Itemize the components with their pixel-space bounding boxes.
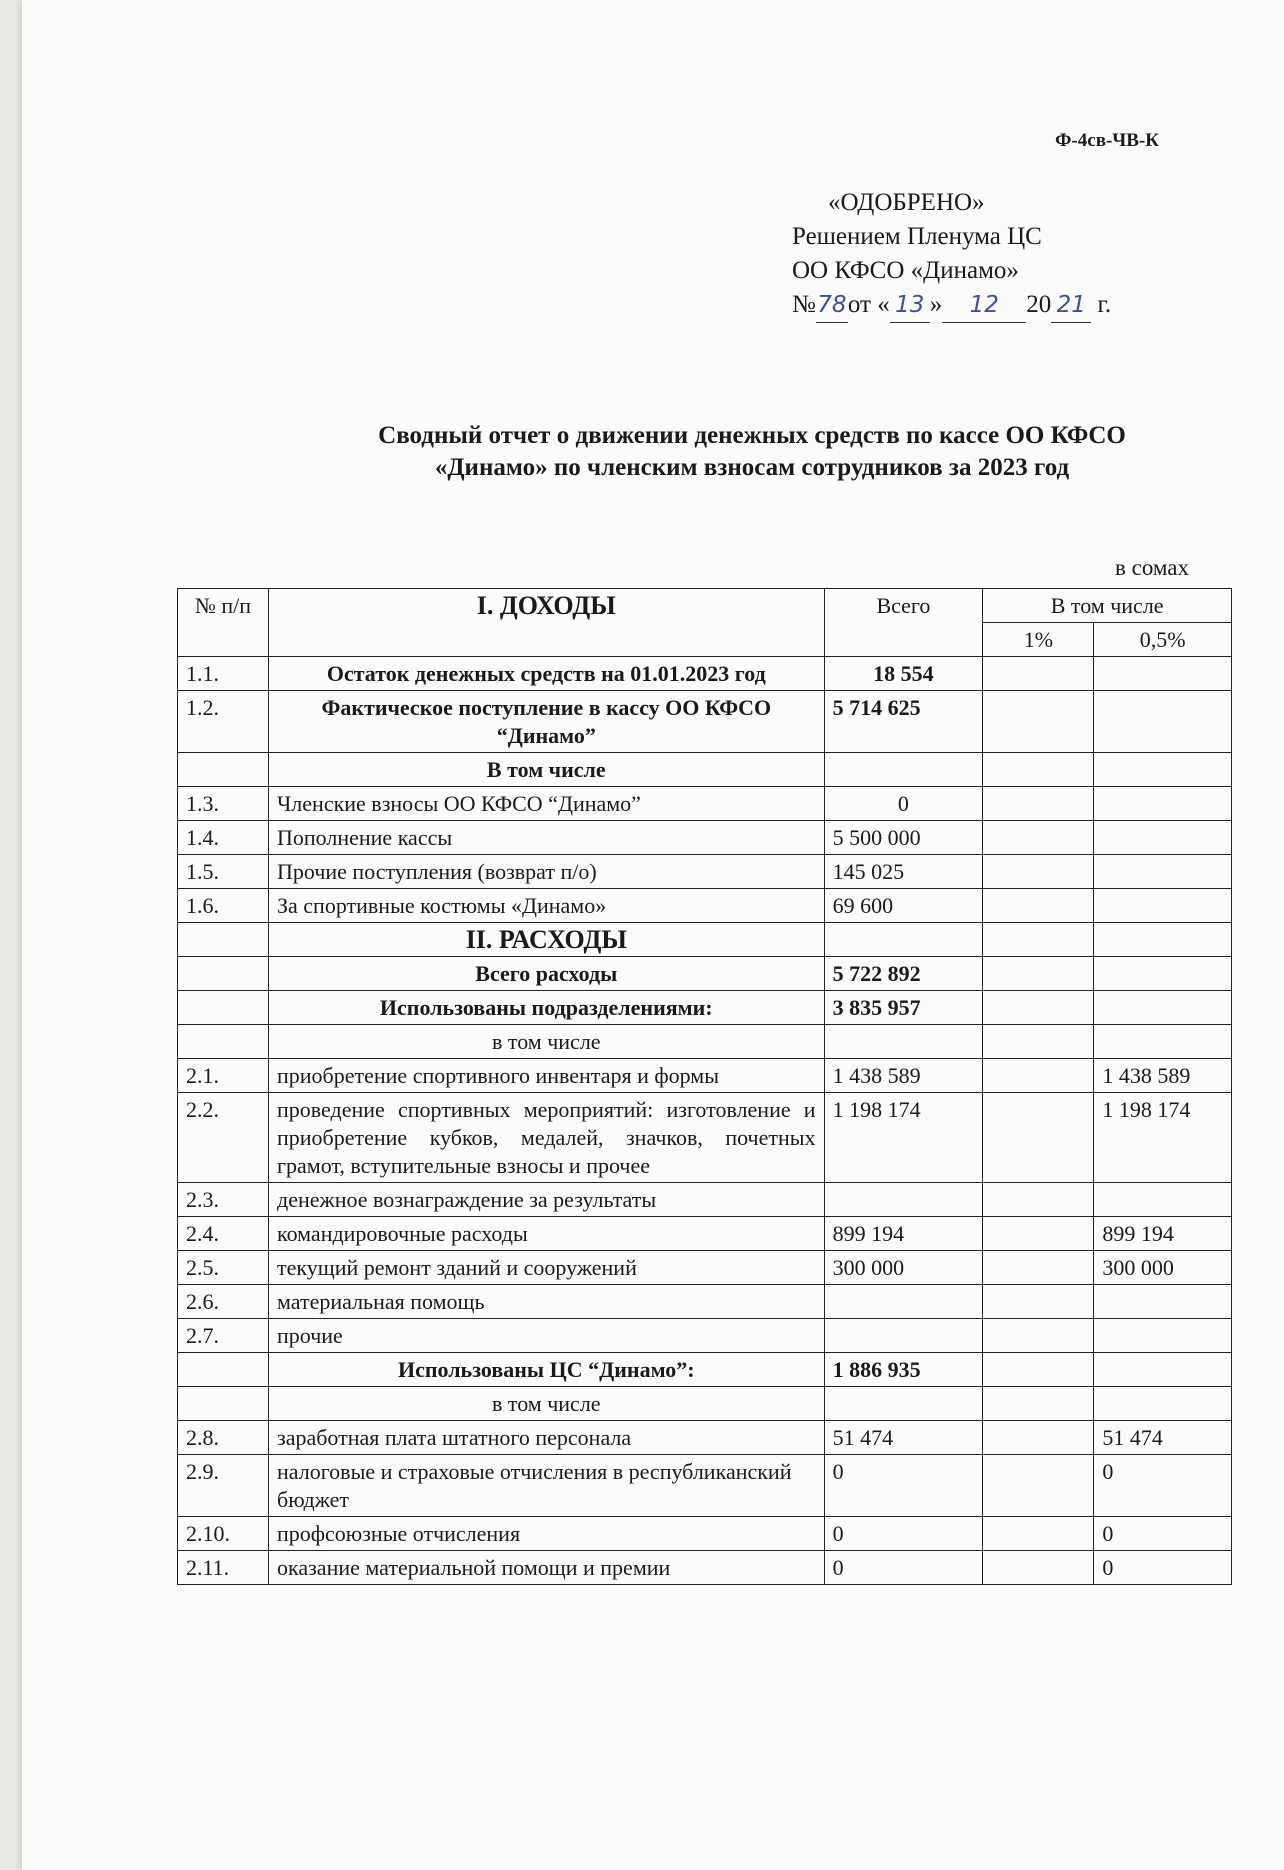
- cell-total: [824, 1387, 983, 1421]
- cell-pct1: [983, 1183, 1094, 1217]
- cell-total: 1 438 589: [824, 1059, 983, 1093]
- cell-pct1: [983, 1455, 1094, 1517]
- table-row: [178, 1551, 1232, 1585]
- table-row: [178, 1517, 1232, 1551]
- cell-num: [178, 1387, 269, 1421]
- cell-name: материальная помощь: [269, 1285, 825, 1319]
- form-code: Ф-4св-ЧВ-К: [1055, 130, 1159, 151]
- table-row: [178, 991, 1232, 1025]
- cell-name: в том числе: [269, 1025, 825, 1059]
- cell-num: [178, 1353, 269, 1387]
- cell-pct2: [1094, 753, 1232, 787]
- cell-total: 0: [824, 787, 983, 821]
- cell-pct2: [1094, 1319, 1232, 1353]
- report-table: [177, 588, 1232, 1585]
- cell-name: прочие: [269, 1319, 825, 1353]
- year-mark: г.: [1097, 291, 1112, 318]
- cell-pct1: [983, 787, 1094, 821]
- cell-pct2: [1094, 821, 1232, 855]
- cell-pct2: [1094, 691, 1232, 753]
- table-row: [178, 1217, 1232, 1251]
- cell-pct2: [1094, 991, 1232, 1025]
- cell-name: профсоюзные отчисления: [269, 1517, 825, 1551]
- cell-name: В том числе: [269, 753, 825, 787]
- table-row: [178, 1421, 1232, 1455]
- cell-num: [178, 991, 269, 1025]
- cell-name: Всего расходы: [269, 957, 825, 991]
- cell-pct2: [1094, 657, 1232, 691]
- approval-stamp: [792, 186, 1111, 323]
- header-including: В том числе: [983, 589, 1232, 623]
- cell-name: заработная плата штатного персонала: [269, 1421, 825, 1455]
- cell-num: 1.4.: [178, 821, 269, 855]
- cell-num: 1.1.: [178, 657, 269, 691]
- cell-pct1: [983, 855, 1094, 889]
- approval-status: «ОДОБРЕНО»: [828, 189, 985, 216]
- table-row: [178, 855, 1232, 889]
- table-row: [178, 657, 1232, 691]
- table-row: [178, 787, 1232, 821]
- cell-pct1: [983, 691, 1094, 753]
- cell-name: Фактическое поступление в кассу ОО КФСО “Динамо”: [269, 691, 825, 753]
- cell-pct1: [983, 1217, 1094, 1251]
- cell-pct2: [1094, 889, 1232, 923]
- cell-num: 2.3.: [178, 1183, 269, 1217]
- cell-pct1: [983, 1285, 1094, 1319]
- table-row: [178, 1319, 1232, 1353]
- header-pct2: 0,5%: [1094, 623, 1232, 657]
- table-row: [178, 691, 1232, 753]
- cell-pct2: [1094, 1353, 1232, 1387]
- cell-pct1: [983, 1093, 1094, 1183]
- cell-num: 1.2.: [178, 691, 269, 753]
- table-row: [178, 821, 1232, 855]
- cell-pct2: 51 474: [1094, 1421, 1232, 1455]
- cell-total: 51 474: [824, 1421, 983, 1455]
- cell-name: в том числе: [269, 1387, 825, 1421]
- cell-num: 1.5.: [178, 855, 269, 889]
- cell-name: Членские взносы ОО КФСО “Динамо”: [269, 787, 825, 821]
- cell-total: [824, 1183, 983, 1217]
- number-prefix: №: [792, 291, 816, 318]
- table-row: [178, 1025, 1232, 1059]
- cell-pct1: [983, 753, 1094, 787]
- cell-total: [824, 753, 983, 787]
- cell-name: денежное вознаграждение за результаты: [269, 1183, 825, 1217]
- cell-num: [178, 753, 269, 787]
- cell-total: [824, 1319, 983, 1353]
- approval-number-line: [792, 288, 1111, 323]
- cell-num: 1.3.: [178, 787, 269, 821]
- cell-total: 1 198 174: [824, 1093, 983, 1183]
- cell-num: [178, 923, 269, 957]
- cell-total: 69 600: [824, 889, 983, 923]
- cell-total: 5 714 625: [824, 691, 983, 753]
- cell-pct1: [983, 1517, 1094, 1551]
- cell-num: 2.1.: [178, 1059, 269, 1093]
- table-row: [178, 1353, 1232, 1387]
- cell-num: 2.5.: [178, 1251, 269, 1285]
- approval-line-1: Решением Пленума ЦС: [792, 223, 1042, 250]
- cell-total: [824, 1285, 983, 1319]
- handwritten-month: 12: [942, 288, 1026, 323]
- approval-line-2: ОО КФСО «Динамо»: [792, 257, 1019, 284]
- report-title: [312, 420, 1192, 484]
- cell-name: Использованы ЦС “Динамо”:: [269, 1353, 825, 1387]
- cell-pct2: 0: [1094, 1517, 1232, 1551]
- cell-total: 5 500 000: [824, 821, 983, 855]
- cell-total: 145 025: [824, 855, 983, 889]
- cell-total: 899 194: [824, 1217, 983, 1251]
- document-page: [22, 0, 1284, 1870]
- cell-total: 0: [824, 1455, 983, 1517]
- cell-total: 0: [824, 1551, 983, 1585]
- cell-pct2: [1094, 1183, 1232, 1217]
- cell-name: приобретение спортивного инвентаря и формы: [269, 1059, 825, 1093]
- cell-pct2: [1094, 787, 1232, 821]
- currency-unit: в сомах: [1115, 555, 1189, 580]
- handwritten-year: 21: [1051, 288, 1091, 323]
- cell-name: За спортивные костюмы «Динамо»: [269, 889, 825, 923]
- title-line-1: Сводный отчет о движении денежных средств по кассе ОО КФСО: [378, 422, 1126, 449]
- cell-pct1: [983, 1319, 1094, 1353]
- cell-num: 2.8.: [178, 1421, 269, 1455]
- table-row: [178, 1183, 1232, 1217]
- table-row: [178, 923, 1232, 957]
- cell-pct1: [983, 957, 1094, 991]
- cell-name: II. РАСХОДЫ: [269, 923, 825, 957]
- cell-num: 2.10.: [178, 1517, 269, 1551]
- cell-pct1: [983, 1353, 1094, 1387]
- cell-pct2: [1094, 923, 1232, 957]
- cell-total: [824, 923, 983, 957]
- table-row: [178, 1387, 1232, 1421]
- cell-name: налоговые и страховые отчисления в республиканский бюджет: [269, 1455, 825, 1517]
- cell-pct2: [1094, 855, 1232, 889]
- header-income-section: I. ДОХОДЫ: [269, 589, 825, 657]
- cell-name: Пополнение кассы: [269, 821, 825, 855]
- cell-name: Использованы подразделениями:: [269, 991, 825, 1025]
- cell-pct1: [983, 1251, 1094, 1285]
- cell-name: оказание материальной помощи и премии: [269, 1551, 825, 1585]
- cell-total: 0: [824, 1517, 983, 1551]
- cell-pct2: [1094, 957, 1232, 991]
- cell-pct2: 1 198 174: [1094, 1093, 1232, 1183]
- handwritten-number: 78: [816, 288, 848, 323]
- cell-pct1: [983, 657, 1094, 691]
- cell-pct2: 300 000: [1094, 1251, 1232, 1285]
- cell-name: проведение спортивных мероприятий: изготовление и приобретение кубков, медалей, значков, почетных грамот, вступительные взносы и прочее: [269, 1093, 825, 1183]
- cell-num: 2.7.: [178, 1319, 269, 1353]
- header-num: № п/п: [178, 589, 269, 657]
- header-total: Всего: [824, 589, 983, 657]
- cell-total: [824, 1025, 983, 1059]
- table-row: [178, 1455, 1232, 1517]
- cell-pct2: 0: [1094, 1551, 1232, 1585]
- cell-pct2: [1094, 1285, 1232, 1319]
- cell-num: 2.6.: [178, 1285, 269, 1319]
- table-row: [178, 1251, 1232, 1285]
- table-row: [178, 957, 1232, 991]
- cell-total: 300 000: [824, 1251, 983, 1285]
- from-word: от «: [847, 291, 890, 318]
- cell-name: Остаток денежных средств на 01.01.2023 год: [269, 657, 825, 691]
- cell-pct2: [1094, 1025, 1232, 1059]
- cell-num: 2.4.: [178, 1217, 269, 1251]
- cell-num: 2.2.: [178, 1093, 269, 1183]
- cell-total: 5 722 892: [824, 957, 983, 991]
- cell-pct2: 1 438 589: [1094, 1059, 1232, 1093]
- table-row: [178, 1093, 1232, 1183]
- table-row: [178, 1285, 1232, 1319]
- cell-pct1: [983, 1551, 1094, 1585]
- cell-pct1: [983, 991, 1094, 1025]
- cell-pct2: 899 194: [1094, 1217, 1232, 1251]
- table-header-row: [178, 589, 1232, 623]
- day-close: »: [929, 291, 943, 318]
- title-line-2: «Динамо» по членским взносам сотрудников за 2023 год: [434, 454, 1070, 481]
- table-row: [178, 753, 1232, 787]
- table-row: [178, 1059, 1232, 1093]
- cell-pct1: [983, 1421, 1094, 1455]
- cell-pct1: [983, 1059, 1094, 1093]
- table-row: [178, 889, 1232, 923]
- cell-pct1: [983, 1387, 1094, 1421]
- cell-pct1: [983, 1025, 1094, 1059]
- cell-pct2: 0: [1094, 1455, 1232, 1517]
- header-pct1: 1%: [983, 623, 1094, 657]
- cell-name: Прочие поступления (возврат п/о): [269, 855, 825, 889]
- year-prefix: 20: [1026, 291, 1052, 318]
- cell-pct1: [983, 889, 1094, 923]
- cell-num: 2.11.: [178, 1551, 269, 1585]
- cell-num: [178, 1025, 269, 1059]
- cell-total: 3 835 957: [824, 991, 983, 1025]
- cell-num: 1.6.: [178, 889, 269, 923]
- cell-name: текущий ремонт зданий и сооружений: [269, 1251, 825, 1285]
- cell-total: 1 886 935: [824, 1353, 983, 1387]
- cell-num: [178, 957, 269, 991]
- cell-pct2: [1094, 1387, 1232, 1421]
- cell-pct1: [983, 923, 1094, 957]
- cell-num: 2.9.: [178, 1455, 269, 1517]
- cell-name: командировочные расходы: [269, 1217, 825, 1251]
- cell-pct1: [983, 821, 1094, 855]
- handwritten-day: 13: [890, 288, 930, 323]
- cell-total: 18 554: [824, 657, 983, 691]
